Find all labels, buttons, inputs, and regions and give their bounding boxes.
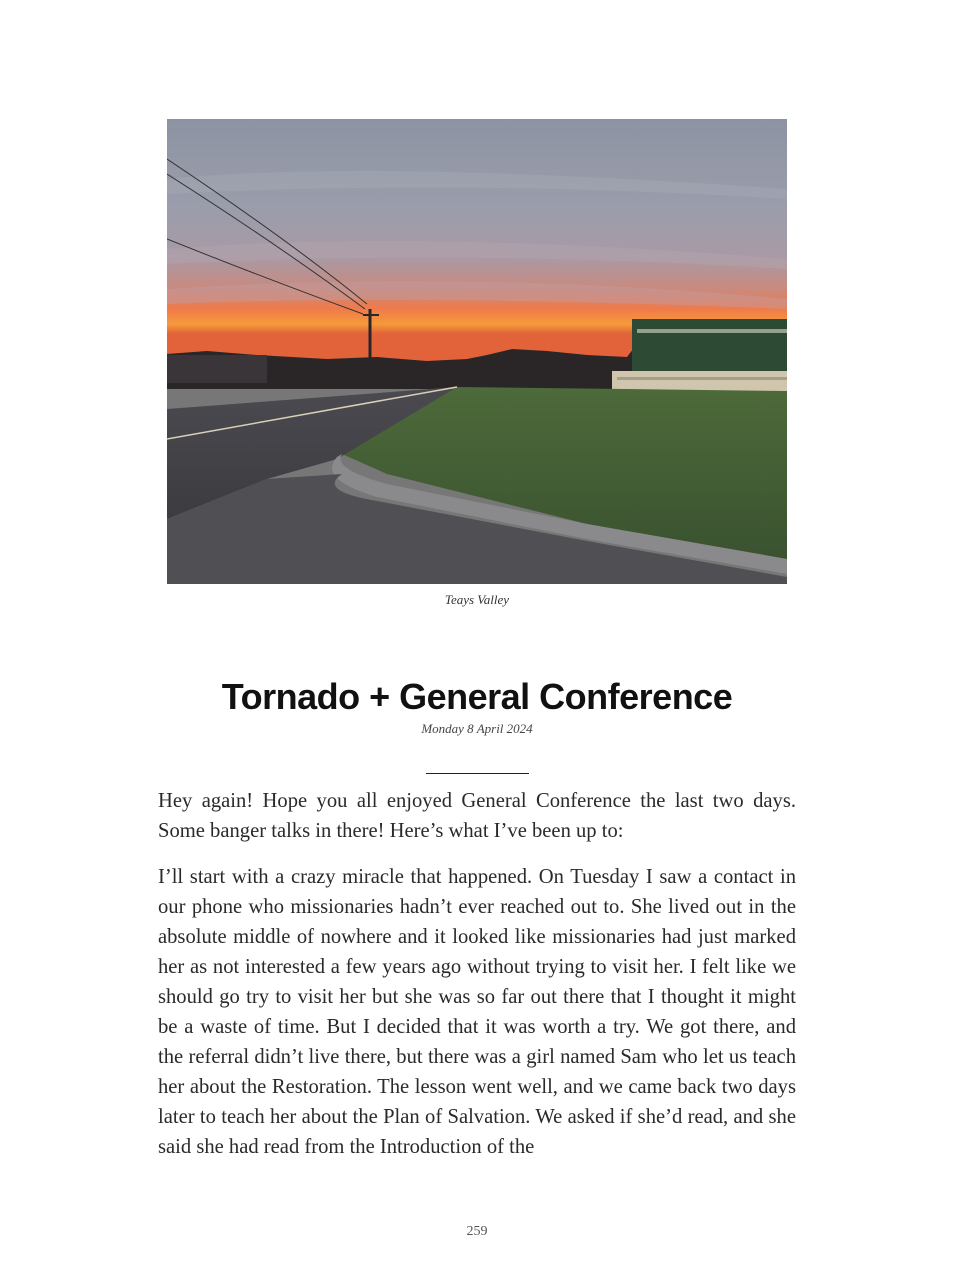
sunset-photo: [167, 119, 787, 584]
entry-date: Monday 8 April 2024: [421, 721, 533, 736]
paragraph: I’ll start with a crazy miracle that happened. On Tuesday I saw a contact in our phone who missionaries hadn’t ever reached out to. She lived out in the absolute middle of nowhere and it looked like missionaries had just marked her as not interested a few years ago without trying to visit her. I felt like we should go try to visit her but she was so far out there that I thought it might be a waste of time. But I decided that it was worth a try. We got there, and the referral didn’t live there, but there was a girl named Sam who let us teach her about the Restoration. The lesson went well, and we came back two days later to teach her about the Plan of Salvation. We asked if she’d read, and she said she had read from the Introduction of the: [158, 866, 796, 1158]
section-divider: [426, 773, 529, 774]
paragraph: Hey again! Hope you all enjoyed General Conference the last two days. Some banger talks in there! Here’s what I’ve been up to:: [158, 790, 796, 842]
photo-caption: Teays Valley: [444, 592, 510, 607]
entry-body: [158, 786, 796, 1178]
page-number: 259: [466, 1224, 488, 1239]
sunset-road-image: [167, 119, 787, 584]
entry-title: Tornado + General Conference: [221, 676, 733, 717]
